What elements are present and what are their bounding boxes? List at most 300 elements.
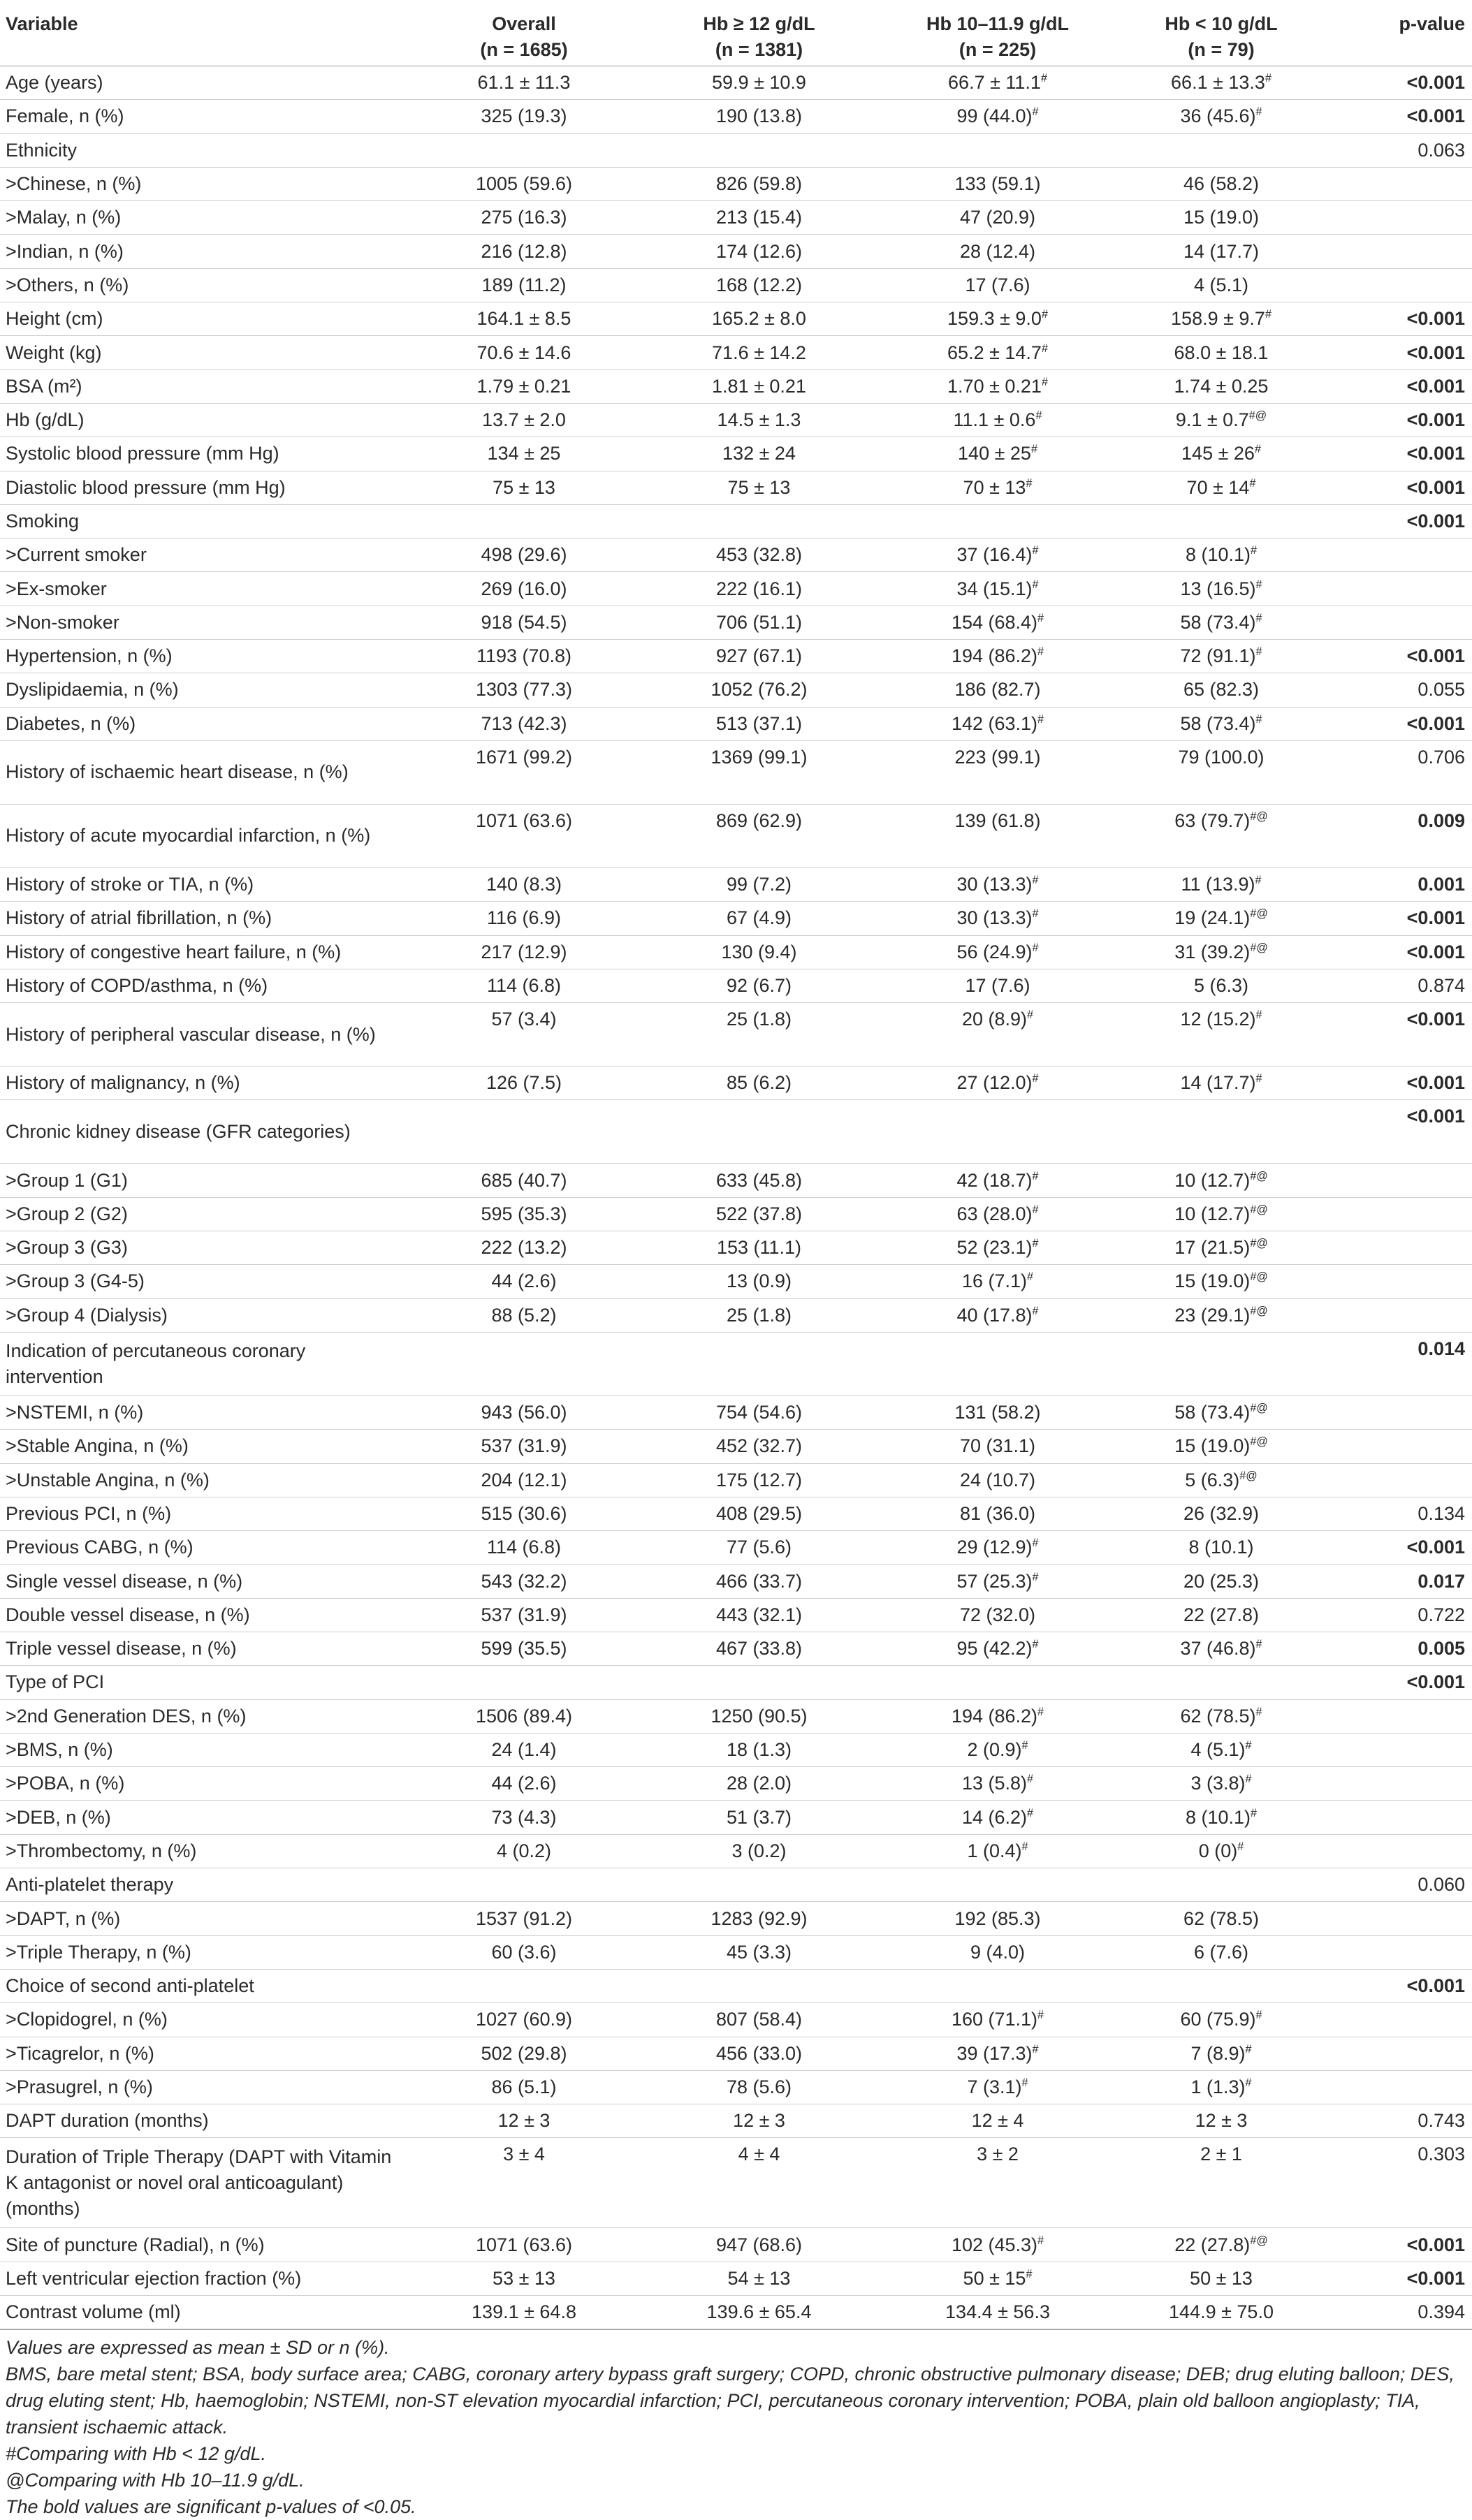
significance-marker: # xyxy=(1032,2042,1039,2056)
cell-hb-ge-12: 456 (33.0) xyxy=(715,2042,803,2064)
cell-overall: 53 ± 13 xyxy=(493,2267,555,2289)
cell-p-value xyxy=(1326,201,1472,235)
cell-p-value: 0.055 xyxy=(1418,679,1465,701)
cell-hb-10-11: 72 (32.0) xyxy=(959,1604,1036,1625)
cell-overall xyxy=(409,133,639,167)
cell-p-value: 0.874 xyxy=(1418,974,1465,996)
cell-variable: >Clopidogrel, n (%) xyxy=(6,2009,168,2030)
cell-hb-ge-12: 513 (37.1) xyxy=(715,712,803,734)
cell-variable: History of peripheral vascular disease, n (%) xyxy=(6,1023,376,1045)
cell-overall: 325 (19.3) xyxy=(481,105,567,127)
cell-hb-10-11: 223 (99.1) xyxy=(954,746,1041,768)
significance-marker: # xyxy=(1032,1237,1039,1250)
significance-marker: # xyxy=(1032,941,1039,954)
cell-hb-10-11: 57 (25.3)# xyxy=(956,1570,1039,1592)
significance-marker: # xyxy=(1026,2267,1033,2280)
cell-hb-lt-10: 4 (5.1) xyxy=(1193,274,1249,295)
significance-marker: # xyxy=(1255,645,1262,659)
header-p-value: p-value xyxy=(1326,4,1472,66)
table-footnotes xyxy=(0,2329,1472,2520)
cell-p-value: <0.001 xyxy=(1406,1072,1465,1094)
cell-hb-lt-10: 158.9 ± 9.7# xyxy=(1171,308,1271,330)
cell-overall: 88 (5.2) xyxy=(491,1304,557,1326)
significance-marker: # xyxy=(1037,712,1044,726)
cell-hb-10-11: 13 (5.8)# xyxy=(961,1773,1034,1794)
significance-marker: #@ xyxy=(1250,1270,1268,1284)
cell-p-value xyxy=(1326,235,1472,268)
cell-hb-ge-12: 18 (1.3) xyxy=(726,1739,792,1761)
cell-p-value: <0.001 xyxy=(1406,1106,1465,1127)
cell-hb-lt-10 xyxy=(1116,504,1326,538)
cell-hb-ge-12: 826 (59.8) xyxy=(715,173,803,195)
cell-hb-ge-12 xyxy=(639,133,879,167)
cell-hb-lt-10: 36 (45.6)# xyxy=(1180,105,1262,127)
cell-variable: Female, n (%) xyxy=(6,105,124,127)
significance-marker: # xyxy=(1251,1806,1258,1819)
cell-hb-ge-12: 1283 (92.9) xyxy=(711,1907,808,1929)
table-row xyxy=(0,2296,1472,2329)
cell-variable: >Ticagrelor, n (%) xyxy=(6,2042,154,2064)
table-row xyxy=(0,1834,1472,1868)
cell-hb-lt-10: 1.74 ± 0.25 xyxy=(1174,375,1269,397)
cell-hb-10-11 xyxy=(879,133,1116,167)
significance-marker: # xyxy=(1255,611,1262,624)
table-row xyxy=(0,1100,1472,1164)
cell-p-value: 0.005 xyxy=(1418,1638,1465,1660)
cell-variable: History of congestive heart failure, n (%) xyxy=(6,941,342,962)
cell-p-value: <0.001 xyxy=(1406,375,1465,397)
significance-marker: #@ xyxy=(1250,1169,1268,1182)
cell-variable: >Group 3 (G3) xyxy=(6,1237,128,1259)
cell-hb-lt-10: 15 (19.0)#@ xyxy=(1174,1435,1268,1457)
significance-marker: # xyxy=(1251,544,1258,557)
cell-hb-lt-10: 58 (73.4)#@ xyxy=(1174,1402,1268,1423)
table-row xyxy=(0,403,1472,437)
significance-marker: # xyxy=(1032,544,1039,557)
cell-hb-ge-12: 633 (45.8) xyxy=(715,1169,803,1191)
cell-hb-lt-10: 7 (8.9)# xyxy=(1190,2042,1252,2064)
cell-overall: 134 ± 25 xyxy=(487,443,561,464)
cell-hb-ge-12: 443 (32.1) xyxy=(715,1604,803,1625)
cell-variable: Duration of Triple Therapy (DAPT with Vitamin K antagonist or novel oral anticoagulant) (months) xyxy=(6,2146,392,2219)
table-row xyxy=(0,1298,1472,1332)
footnote-hash: #Comparing with Hb < 12 g/dL. xyxy=(6,2443,266,2465)
header-hb-lt-10: Hb < 10 g/dL (n = 79) xyxy=(1116,4,1326,66)
cell-overall: 140 (8.3) xyxy=(486,874,562,895)
table-row xyxy=(0,235,1472,268)
cell-overall: 139.1 ± 64.8 xyxy=(472,2301,576,2323)
cell-hb-lt-10: 62 (78.5)# xyxy=(1180,1705,1262,1727)
cell-variable: >NSTEMI, n (%) xyxy=(6,1402,144,1423)
cell-hb-10-11 xyxy=(879,1666,1116,1699)
table-row xyxy=(0,1395,1472,1429)
cell-hb-ge-12 xyxy=(639,1969,879,2002)
table-row xyxy=(0,504,1472,538)
cell-hb-ge-12: 168 (12.2) xyxy=(715,274,803,295)
table-row xyxy=(0,1565,1472,1598)
significance-marker: #@ xyxy=(1250,1237,1268,1250)
cell-p-value xyxy=(1326,268,1472,302)
table-row xyxy=(0,2070,1472,2104)
cell-hb-ge-12: 3 (0.2) xyxy=(731,1840,787,1861)
significance-marker: # xyxy=(1032,105,1039,119)
cell-hb-lt-10 xyxy=(1116,1100,1326,1164)
cell-overall: 1071 (63.6) xyxy=(475,810,573,831)
cell-hb-10-11: 47 (20.9) xyxy=(959,207,1036,228)
significance-marker: # xyxy=(1041,342,1048,355)
cell-hb-10-11: 102 (45.3)# xyxy=(951,2234,1044,2255)
cell-overall: 1193 (70.8) xyxy=(476,645,572,667)
cell-hb-lt-10 xyxy=(1116,1666,1326,1699)
cell-variable: >Group 4 (Dialysis) xyxy=(6,1304,168,1326)
baseline-characteristics-table xyxy=(0,4,1472,2329)
cell-variable: Systolic blood pressure (mm Hg) xyxy=(6,443,279,464)
cell-hb-ge-12: 1369 (99.1) xyxy=(711,746,808,768)
table-row xyxy=(0,673,1472,707)
significance-marker: # xyxy=(1032,874,1039,887)
table-row xyxy=(0,1868,1472,1902)
cell-overall: 1671 (99.2) xyxy=(475,746,573,768)
cell-p-value xyxy=(1326,1733,1472,1766)
cell-hb-10-11: 27 (12.0)# xyxy=(956,1072,1039,1094)
cell-hb-ge-12: 25 (1.8) xyxy=(726,1304,792,1326)
cell-overall: 1005 (59.6) xyxy=(475,173,573,195)
cell-hb-ge-12: 54 ± 13 xyxy=(727,2267,791,2289)
cell-hb-lt-10: 2 ± 1 xyxy=(1200,2144,1242,2165)
cell-overall: 1027 (60.9) xyxy=(475,2009,573,2030)
cell-overall: 86 (5.1) xyxy=(491,2076,557,2097)
cell-overall: 73 (4.3) xyxy=(491,1806,557,1828)
cell-p-value: <0.001 xyxy=(1406,308,1465,330)
cell-hb-10-11: 133 (59.1) xyxy=(954,173,1041,195)
cell-p-value xyxy=(1326,2003,1472,2037)
cell-hb-ge-12: 71.6 ± 14.2 xyxy=(712,342,806,363)
cell-variable: Age (years) xyxy=(6,72,103,94)
significance-marker: # xyxy=(1037,645,1044,659)
cell-variable: History of acute myocardial infarction, n (%) xyxy=(6,825,371,847)
cell-hb-lt-10: 17 (21.5)#@ xyxy=(1174,1237,1268,1259)
cell-hb-10-11: 81 (36.0) xyxy=(959,1502,1036,1524)
cell-p-value xyxy=(1326,606,1472,639)
table-row xyxy=(0,1164,1472,1197)
significance-marker: # xyxy=(1255,105,1262,119)
cell-hb-10-11: 9 (4.0) xyxy=(970,1941,1026,1963)
cell-hb-lt-10 xyxy=(1116,133,1326,167)
cell-hb-lt-10: 144.9 ± 75.0 xyxy=(1169,2301,1274,2323)
cell-p-value: 0.001 xyxy=(1418,874,1465,895)
cell-overall: 114 (6.8) xyxy=(486,974,562,996)
table-row xyxy=(0,201,1472,235)
cell-variable: Indication of percutaneous coronary intervention xyxy=(6,1340,306,1387)
cell-p-value xyxy=(1326,1298,1472,1332)
cell-overall xyxy=(409,1969,639,2002)
cell-hb-lt-10: 26 (32.9) xyxy=(1183,1502,1260,1524)
table-row xyxy=(0,572,1472,606)
cell-hb-lt-10: 15 (19.0)#@ xyxy=(1174,1270,1268,1292)
cell-hb-ge-12: 453 (32.8) xyxy=(715,544,803,566)
cell-variable: Anti-platelet therapy xyxy=(6,1874,174,1896)
cell-hb-10-11: 1 (0.4)# xyxy=(967,1840,1028,1861)
cell-p-value xyxy=(1326,2037,1472,2070)
table-row xyxy=(0,935,1472,969)
cell-hb-lt-10: 0 (0)# xyxy=(1198,1840,1244,1861)
cell-p-value xyxy=(1326,1164,1472,1197)
cell-overall xyxy=(409,1666,639,1699)
significance-marker: # xyxy=(1040,72,1047,85)
cell-variable: Diabetes, n (%) xyxy=(6,712,136,734)
cell-hb-ge-12: 132 ± 24 xyxy=(722,443,796,464)
cell-hb-ge-12: 51 (3.7) xyxy=(726,1806,792,1828)
significance-marker: # xyxy=(1255,578,1262,591)
cell-hb-ge-12: 92 (6.7) xyxy=(726,974,792,996)
cell-variable: >Group 3 (G4-5) xyxy=(6,1270,145,1292)
cell-hb-10-11: 192 (85.3) xyxy=(954,1907,1041,1929)
cell-variable: >Ex-smoker xyxy=(6,578,107,599)
footnote-abbreviations: BMS, bare metal stent; BSA, body surface area; CABG, coronary artery bypass graft surgery; COPD, chronic obstructive pulmonary disease; DEB; drug eluting balloon; DES, drug eluting stent; Hb, haemoglobin; NSTEMI, non-ST elevation myocardial infarction; PCI, percutaneous coronary intervention; POBA, plain old balloon angioplasty; TIA, transient ischaemic attack. xyxy=(6,2364,1455,2438)
cell-hb-10-11: 24 (10.7) xyxy=(959,1469,1036,1490)
cell-variable: Hb (g/dL) xyxy=(6,409,85,431)
cell-hb-lt-10: 12 (15.2)# xyxy=(1180,1009,1262,1030)
significance-marker: #@ xyxy=(1250,2234,1268,2247)
significance-marker: # xyxy=(1030,443,1037,456)
cell-overall: 60 (3.6) xyxy=(491,1941,557,1963)
significance-marker: # xyxy=(1255,874,1262,887)
cell-hb-lt-10: 5 (6.3) xyxy=(1193,974,1249,996)
cell-hb-lt-10: 8 (10.1)# xyxy=(1185,544,1258,566)
cell-hb-ge-12: 1.81 ± 0.21 xyxy=(712,375,806,397)
cell-hb-10-11: 34 (15.1)# xyxy=(956,578,1039,599)
cell-variable: History of stroke or TIA, n (%) xyxy=(6,874,254,895)
cell-hb-10-11: 17 (7.6) xyxy=(965,274,1030,295)
cell-p-value: <0.001 xyxy=(1406,511,1465,532)
cell-hb-lt-10: 6 (7.6) xyxy=(1193,1941,1249,1963)
table-row xyxy=(0,1969,1472,2002)
cell-hb-ge-12: 75 ± 13 xyxy=(727,476,791,498)
significance-marker: # xyxy=(1037,611,1044,624)
cell-overall: 57 (3.4) xyxy=(491,1009,557,1030)
cell-hb-ge-12: 67 (4.9) xyxy=(726,907,792,929)
table-row xyxy=(0,2003,1472,2037)
cell-hb-10-11: 142 (63.1)# xyxy=(951,712,1044,734)
table-row xyxy=(0,1463,1472,1497)
cell-hb-ge-12: 213 (15.4) xyxy=(715,207,803,228)
cell-hb-ge-12: 706 (51.1) xyxy=(715,611,803,633)
cell-hb-lt-10: 3 (3.8)# xyxy=(1190,1773,1252,1794)
cell-p-value xyxy=(1326,572,1472,606)
significance-marker: # xyxy=(1032,907,1039,921)
cell-variable: History of atrial fibrillation, n (%) xyxy=(6,907,272,929)
significance-marker: # xyxy=(1032,1072,1039,1085)
table-row xyxy=(0,902,1472,935)
cell-hb-10-11: 16 (7.1)# xyxy=(961,1270,1034,1292)
cell-hb-10-11: 186 (82.7) xyxy=(954,679,1041,701)
significance-marker: # xyxy=(1254,443,1261,456)
cell-hb-10-11: 131 (58.2) xyxy=(954,1402,1041,1423)
cell-p-value xyxy=(1326,1902,1472,1935)
cell-hb-ge-12: 754 (54.6) xyxy=(715,1402,803,1423)
table-row xyxy=(0,1598,1472,1632)
cell-p-value: <0.001 xyxy=(1406,907,1465,929)
table-row xyxy=(0,1531,1472,1565)
cell-hb-lt-10: 50 ± 13 xyxy=(1190,2267,1253,2289)
table-row xyxy=(0,640,1472,673)
cell-overall: 61.1 ± 11.3 xyxy=(477,72,571,94)
cell-overall: 216 (12.8) xyxy=(481,240,567,262)
cell-hb-ge-12: 807 (58.4) xyxy=(715,2009,803,2030)
cell-variable: Height (cm) xyxy=(6,308,103,330)
cell-variable: >Group 2 (G2) xyxy=(6,1203,128,1224)
significance-marker: # xyxy=(1021,1739,1028,1752)
cell-hb-ge-12 xyxy=(639,1868,879,1902)
significance-marker: #@ xyxy=(1250,810,1268,823)
cell-overall: 685 (40.7) xyxy=(481,1169,567,1191)
header-hb-ge-12: Hb ≥ 12 g/dL (n = 1381) xyxy=(639,4,879,66)
cell-variable: Site of puncture (Radial), n (%) xyxy=(6,2234,265,2255)
table-row xyxy=(0,1332,1472,1395)
table-row xyxy=(0,133,1472,167)
cell-overall: 44 (2.6) xyxy=(491,1270,557,1292)
cell-overall: 189 (11.2) xyxy=(481,274,567,295)
cell-p-value: 0.009 xyxy=(1418,810,1465,831)
cell-hb-ge-12 xyxy=(639,1332,879,1395)
cell-hb-10-11: 159.3 ± 9.0# xyxy=(947,308,1048,330)
cell-overall: 126 (7.5) xyxy=(486,1072,562,1094)
cell-hb-10-11: 194 (86.2)# xyxy=(951,1705,1044,1727)
significance-marker: # xyxy=(1027,1773,1034,1786)
significance-marker: # xyxy=(1027,1270,1034,1284)
significance-marker: # xyxy=(1255,2009,1262,2022)
cell-p-value: <0.001 xyxy=(1406,443,1465,464)
footnote-at: @Comparing with Hb 10–11.9 g/dL. xyxy=(6,2470,305,2491)
table-row xyxy=(0,1699,1472,1733)
cell-hb-ge-12: 522 (37.8) xyxy=(715,1203,803,1224)
cell-overall: 537 (31.9) xyxy=(481,1435,567,1457)
cell-hb-ge-12: 1250 (90.5) xyxy=(711,1705,808,1727)
cell-p-value: <0.001 xyxy=(1406,105,1465,127)
significance-marker: #@ xyxy=(1248,409,1267,423)
significance-marker: # xyxy=(1032,1638,1039,1651)
cell-p-value: <0.001 xyxy=(1406,2267,1465,2289)
table-row xyxy=(0,539,1472,572)
cell-overall: 275 (16.3) xyxy=(481,207,567,228)
significance-marker: # xyxy=(1032,1570,1039,1583)
cell-p-value xyxy=(1326,1197,1472,1231)
cell-variable: >Indian, n (%) xyxy=(6,240,124,262)
cell-p-value: <0.001 xyxy=(1406,1671,1465,1693)
cell-p-value: <0.001 xyxy=(1406,1009,1465,1030)
cell-hb-lt-10: 8 (10.1) xyxy=(1188,1537,1254,1558)
cell-p-value xyxy=(1326,1231,1472,1265)
table-row xyxy=(0,804,1472,867)
cell-hb-ge-12: 25 (1.8) xyxy=(726,1009,792,1030)
cell-p-value xyxy=(1326,1395,1472,1429)
cell-hb-ge-12: 14.5 ± 1.3 xyxy=(717,409,801,431)
header-overall-n: (n = 1685) xyxy=(480,39,568,60)
cell-hb-10-11: 30 (13.3)# xyxy=(956,907,1039,929)
cell-hb-lt-10: 10 (12.7)#@ xyxy=(1174,1203,1268,1224)
significance-marker: #@ xyxy=(1250,941,1268,954)
cell-variable: >Unstable Angina, n (%) xyxy=(6,1469,210,1490)
cell-variable: >Stable Angina, n (%) xyxy=(6,1435,189,1457)
cell-variable: BSA (m²) xyxy=(6,375,82,397)
cell-hb-lt-10: 31 (39.2)#@ xyxy=(1174,941,1268,962)
cell-overall: 164.1 ± 8.5 xyxy=(476,308,571,330)
cell-p-value xyxy=(1326,1935,1472,1969)
cell-p-value: <0.001 xyxy=(1406,476,1465,498)
cell-hb-10-11: 63 (28.0)# xyxy=(956,1203,1039,1224)
significance-marker: # xyxy=(1035,409,1042,423)
cell-p-value: 0.134 xyxy=(1418,1502,1465,1524)
cell-p-value: <0.001 xyxy=(1406,1537,1465,1558)
cell-hb-ge-12: 153 (11.1) xyxy=(716,1237,802,1259)
table-body xyxy=(0,66,1472,2329)
cell-hb-lt-10: 79 (100.0) xyxy=(1178,746,1265,768)
cell-hb-ge-12: 139.6 ± 65.4 xyxy=(706,2301,812,2323)
cell-overall: 116 (6.9) xyxy=(486,907,562,929)
cell-p-value: <0.001 xyxy=(1406,342,1465,363)
cell-variable: >BMS, n (%) xyxy=(6,1739,113,1761)
cell-variable: Smoking xyxy=(6,511,80,532)
cell-hb-ge-12: 408 (29.5) xyxy=(715,1502,803,1524)
cell-overall: 543 (32.2) xyxy=(481,1570,567,1592)
cell-overall: 515 (30.6) xyxy=(481,1502,567,1524)
cell-hb-ge-12 xyxy=(639,1100,879,1164)
cell-overall: 4 (0.2) xyxy=(496,1840,552,1861)
cell-hb-ge-12: 1052 (76.2) xyxy=(711,679,808,701)
significance-marker: #@ xyxy=(1250,1402,1268,1415)
significance-marker: # xyxy=(1245,1739,1252,1752)
cell-hb-lt-10: 12 ± 3 xyxy=(1195,2110,1248,2132)
cell-overall: 222 (13.2) xyxy=(481,1237,567,1259)
table-row xyxy=(0,1265,1472,1298)
cell-hb-ge-12: 59.9 ± 10.9 xyxy=(712,72,806,94)
cell-variable: Triple vessel disease, n (%) xyxy=(6,1638,237,1660)
cell-hb-10-11 xyxy=(879,1100,1116,1164)
cell-p-value xyxy=(1326,2070,1472,2104)
cell-hb-ge-12: 175 (12.7) xyxy=(715,1469,803,1490)
table-row xyxy=(0,2228,1472,2262)
significance-marker: #@ xyxy=(1250,907,1268,921)
significance-marker: # xyxy=(1032,578,1039,591)
cell-hb-10-11: 65.2 ± 14.7# xyxy=(947,342,1048,363)
cell-hb-lt-10: 58 (73.4)# xyxy=(1180,712,1262,734)
table-row xyxy=(0,1935,1472,1969)
cell-hb-10-11 xyxy=(879,1332,1116,1395)
cell-p-value: 0.060 xyxy=(1418,1874,1465,1896)
table-row xyxy=(0,606,1472,639)
footnote-bold: The bold values are significant p-values of <0.05. xyxy=(6,2496,416,2518)
table-row xyxy=(0,1430,1472,1463)
table-row xyxy=(0,2138,1472,2228)
cell-variable: >POBA, n (%) xyxy=(6,1773,125,1794)
cell-hb-10-11: 99 (44.0)# xyxy=(956,105,1039,127)
cell-p-value: <0.001 xyxy=(1406,712,1465,734)
cell-hb-ge-12: 190 (13.8) xyxy=(715,105,803,127)
table-row xyxy=(0,1666,1472,1699)
cell-hb-10-11: 140 ± 25# xyxy=(958,443,1037,464)
table-row xyxy=(0,167,1472,200)
cell-overall: 217 (12.9) xyxy=(481,941,567,962)
cell-p-value xyxy=(1326,1265,1472,1298)
cell-hb-lt-10: 145 ± 26# xyxy=(1181,443,1261,464)
cell-overall: 713 (42.3) xyxy=(481,712,567,734)
table-row xyxy=(0,1632,1472,1665)
significance-marker: # xyxy=(1037,1705,1044,1718)
cell-hb-lt-10: 62 (78.5) xyxy=(1183,1907,1260,1929)
cell-hb-10-11: 50 ± 15# xyxy=(963,2267,1033,2289)
cell-hb-lt-10: 13 (16.5)# xyxy=(1180,578,1262,599)
significance-marker: # xyxy=(1021,2076,1028,2089)
